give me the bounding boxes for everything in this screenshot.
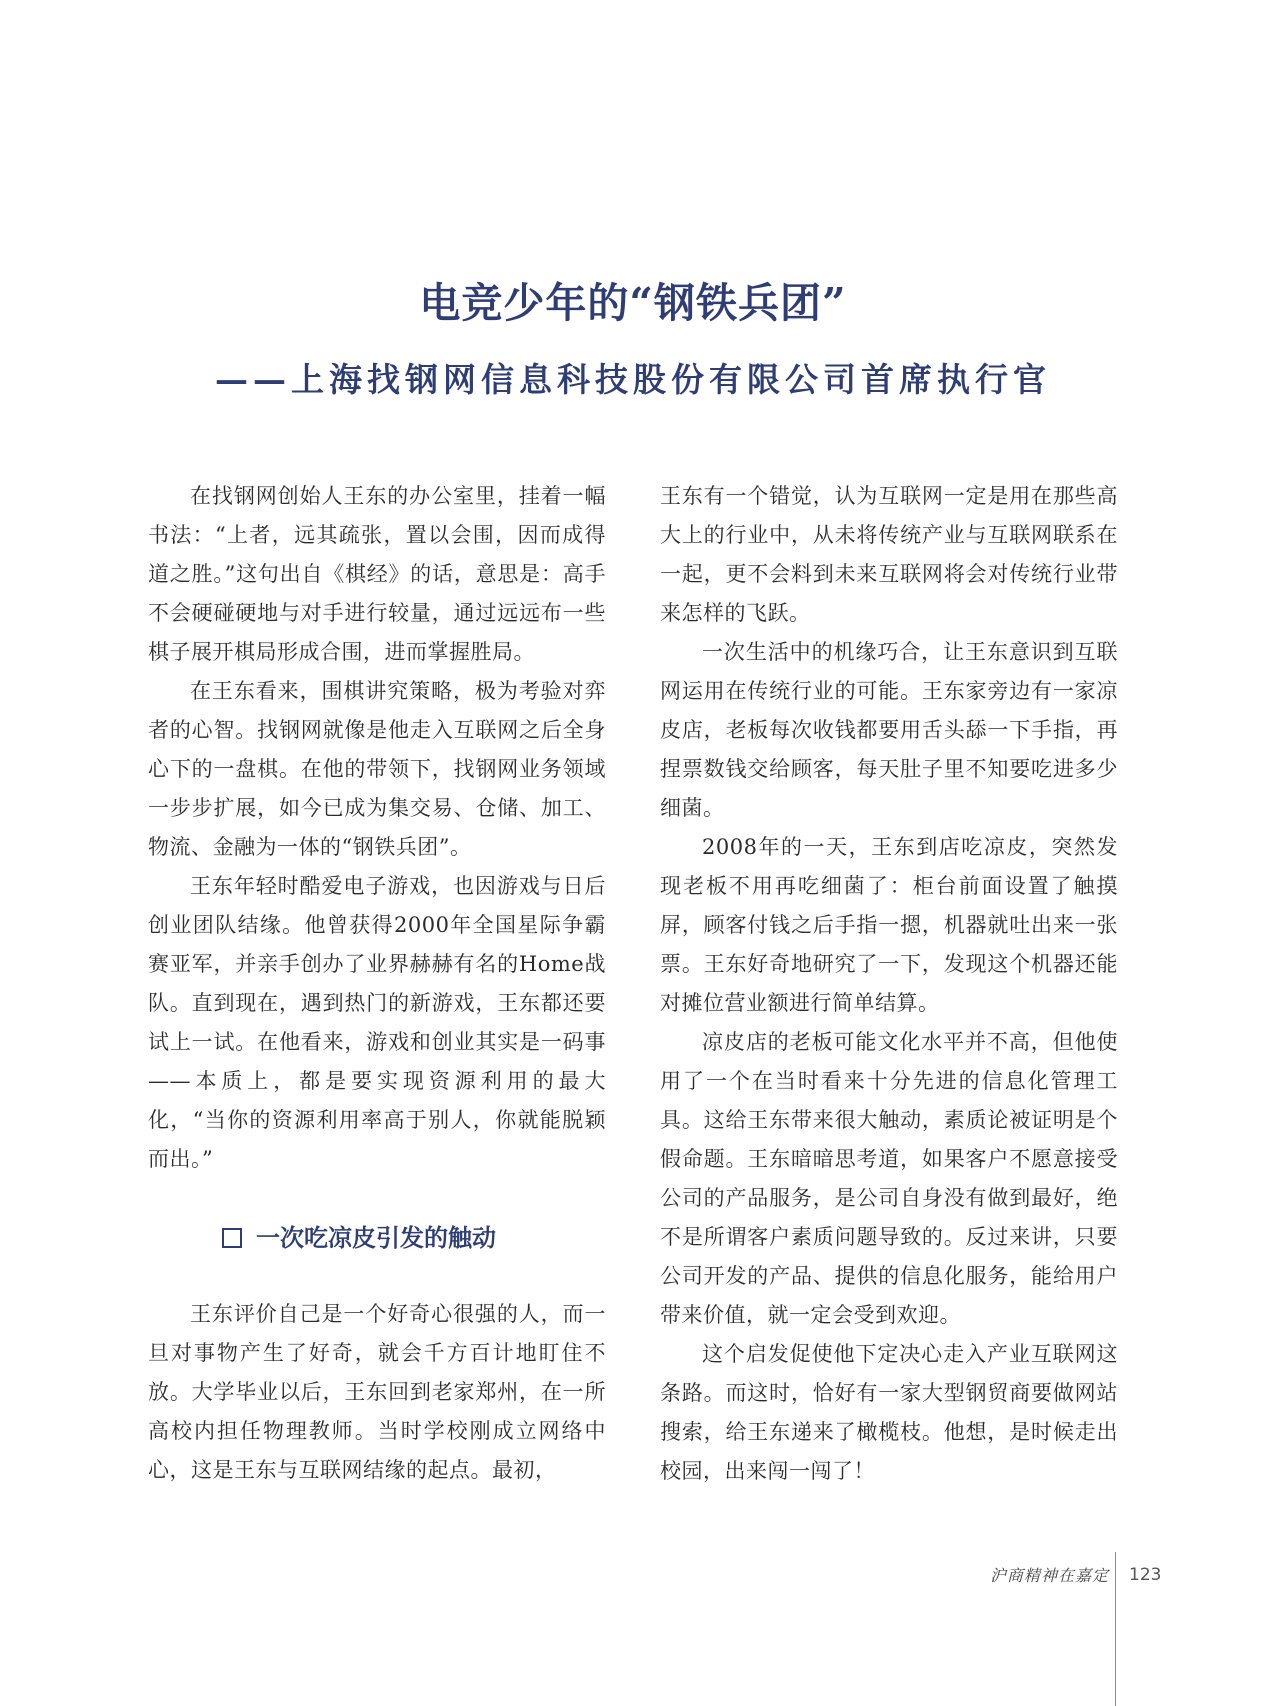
section-heading <box>148 1221 606 1255</box>
paragraph-continuation: 王东有一个错觉，认为互联网一定是用在那些高大上的行业中，从未将传统产业与互联网联系在一起，更不会料到未来互联网将会对传统行业带来怎样的飞跃。 <box>660 484 1118 625</box>
right-column <box>660 477 1118 1491</box>
article-subtitle: ——上海找钢网信息科技股份有限公司首席执行官 <box>215 360 1051 399</box>
square-bullet-icon <box>222 1228 242 1248</box>
vertical-rule <box>1115 1552 1116 1706</box>
paragraph: 在找钢网创始人王东的办公室里，挂着一幅书法：“上者，远其疏张，置以会围，因而成得道之胜。”这句出自《棋经》的话，意思是：高手不会硬碰硬地与对手进行较量，通过远远布一些棋子展开棋局形成合围，进而掌握胜局。 <box>148 484 606 664</box>
page-footer <box>990 1563 1161 1586</box>
section-heading-text: 一次吃凉皮引发的触动 <box>256 1224 496 1252</box>
paragraph: 凉皮店的老板可能文化水平并不高，但他使用了一个在当时看来十分先进的信息化管理工具。这给王东带来很大触动，素质论被证明是个假命题。王东暗暗思考道，如果客户不愿意接受公司的产品服务，是公司自身没有做到最好，绝不是所谓客户素质问题导致的。反过来讲，只要公司开发的产品、提供的信息化服务，能给用户带来价值，就一定会受到欢迎。 <box>660 1030 1118 1327</box>
paragraph: 2008年的一天，王东到店吃凉皮，突然发现老板不用再吃细菌了：柜台前面设置了触摸屏，顾客付钱之后手指一摁，机器就吐出来一张票。王东好奇地研究了一下，发现这个机器还能对摊位营业额进行简单结算。 <box>660 835 1118 1015</box>
article-title: 电竞少年的“钢铁兵团” <box>419 279 847 327</box>
paragraph: 王东评价自己是一个好奇心很强的人，而一旦对事物产生了好奇，就会千方百计地盯住不放。大学毕业以后，王东回到老家郑州，在一所高校内担任物理教师。当时学校刚成立网络中心，这是王东与互联网结缘的起点。最初， <box>148 1302 606 1482</box>
paragraph: 一次生活中的机缘巧合，让王东意识到互联网运用在传统行业的可能。王东家旁边有一家凉皮店，老板每次收钱都要用舌头舔一下手指，再捏票数钱交给顾客，每天肚子里不知要吃进多少细菌。 <box>660 640 1118 820</box>
left-column <box>148 477 606 1490</box>
paragraph: 在王东看来，围棋讲究策略，极为考验对弈者的心智。找钢网就像是他走入互联网之后全身心下的一盘棋。在他的带领下，找钢网业务领域一步步扩展，如今已成为集交易、仓储、加工、物流、金融为一体的“钢铁兵团”。 <box>148 679 606 859</box>
page-number: 123 <box>1129 1564 1162 1585</box>
paragraph: 王东年轻时酷爱电子游戏，也因游戏与日后创业团队结缘。他曾获得2000年全国星际争霸赛亚军，并亲手创办了业界赫赫有名的Home战队。直到现在，遇到热门的新游戏，王东都还要试上一试。在他看来，游戏和创业其实是一码事——本质上，都是要实现资源利用的最大化，“当你的资源利用率高于别人，你就能脱颖而出。” <box>148 874 606 1171</box>
paragraph: 这个启发促使他下定决心走入产业互联网这条路。而这时，恰好有一家大型钢贸商要做网站搜索，给王东递来了橄榄枝。他想，是时候走出校园，出来闯一闯了！ <box>660 1342 1118 1483</box>
publication-name: 沪商精神在嘉定 <box>990 1566 1110 1585</box>
